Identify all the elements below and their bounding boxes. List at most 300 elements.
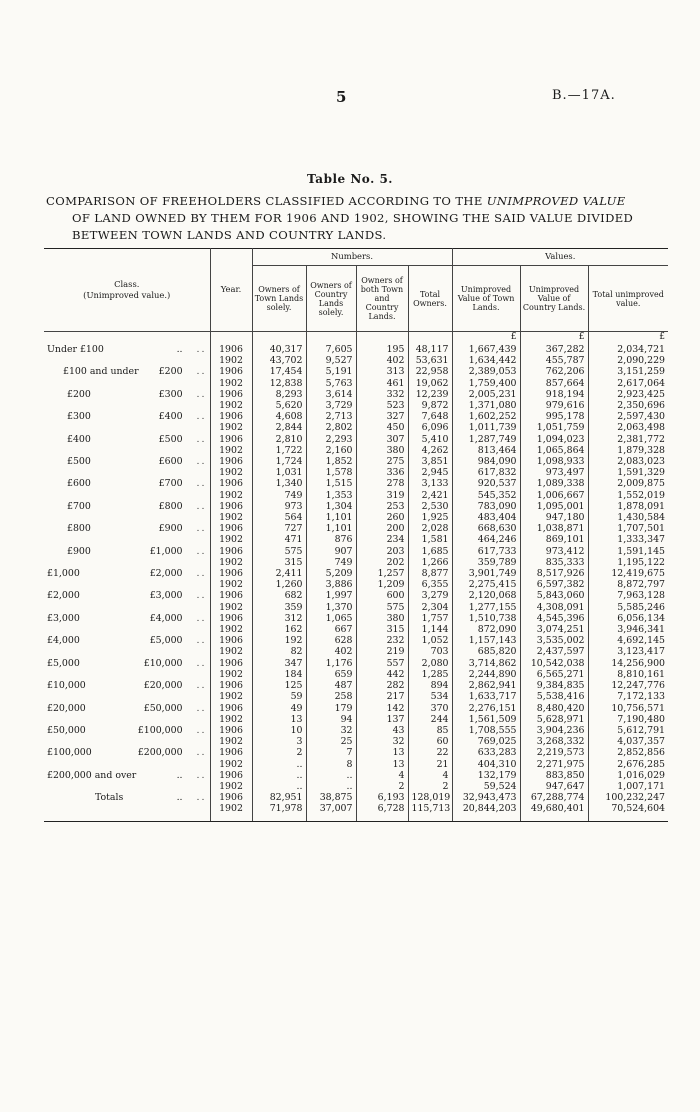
unimproved-town-cell: 32,943,473 xyxy=(452,792,520,803)
class-label: £800 xyxy=(67,523,91,535)
year-cell: 1902 xyxy=(210,691,252,702)
class-upper: £5,000 xyxy=(149,635,183,647)
total-owners-cell: 9,872 xyxy=(408,400,452,411)
unimproved-town-cell: 2,275,415 xyxy=(452,579,520,590)
owners-town-cell: 82,951 xyxy=(252,792,306,803)
header-values-group: Values. xyxy=(452,249,668,266)
year-cell: 1902 xyxy=(210,669,252,680)
year-cell: 1902 xyxy=(210,736,252,747)
total-unimproved-cell: 1,879,328 xyxy=(588,445,668,456)
total-owners-cell: 1,581 xyxy=(408,534,452,545)
unimproved-country-cell: 2,219,573 xyxy=(520,747,588,758)
class-cell: £300 £400 .. xyxy=(44,411,210,422)
class-upper: £4,000 xyxy=(149,612,183,624)
total-unimproved-cell: 1,195,122 xyxy=(588,557,668,568)
total-owners-cell: 7,648 xyxy=(408,411,452,422)
year-cell: 1906 xyxy=(210,523,252,534)
owners-town-cell: 359 xyxy=(252,602,306,613)
year-cell: 1906 xyxy=(210,389,252,400)
class-cell xyxy=(44,579,210,590)
owners-country-cell: 2,293 xyxy=(306,434,356,445)
unimproved-town-cell: 1,633,717 xyxy=(452,691,520,702)
owners-country-cell: 2,802 xyxy=(306,422,356,433)
owners-country-cell: 1,997 xyxy=(306,590,356,601)
owners-both-cell: 450 xyxy=(356,422,408,433)
class-upper: .. xyxy=(176,344,183,355)
total-unimproved-cell: 4,037,357 xyxy=(588,736,668,747)
table-row xyxy=(44,467,668,478)
total-unimproved-cell: 2,063,498 xyxy=(588,422,668,433)
class-upper: £200 xyxy=(158,366,183,378)
owners-town-cell: 43,702 xyxy=(252,355,306,366)
total-owners-cell: 1,144 xyxy=(408,624,452,635)
total-owners-cell: 1,266 xyxy=(408,557,452,568)
year-cell: 1906 xyxy=(210,344,252,355)
total-owners-cell: 1,925 xyxy=(408,512,452,523)
table-row xyxy=(44,400,668,411)
total-owners-cell: 1,052 xyxy=(408,635,452,646)
year-cell: 1902 xyxy=(210,759,252,770)
unimproved-town-cell: 1,287,749 xyxy=(452,434,520,445)
owners-both-cell: 137 xyxy=(356,714,408,725)
owners-country-cell: 38,875 xyxy=(306,792,356,803)
table-row xyxy=(44,344,668,355)
unimproved-country-cell: 4,545,396 xyxy=(520,613,588,624)
total-unimproved-cell: 8,810,161 xyxy=(588,669,668,680)
total-owners-cell: 2,080 xyxy=(408,658,452,669)
class-upper: £500 xyxy=(158,433,183,445)
class-label: £900 xyxy=(67,545,91,557)
class-cell xyxy=(44,759,210,770)
unimproved-country-cell: 1,098,933 xyxy=(520,456,588,467)
owners-country-cell: 3,886 xyxy=(306,579,356,590)
table-row xyxy=(44,680,668,691)
year-cell: 1902 xyxy=(210,646,252,657)
owners-both-cell: 253 xyxy=(356,501,408,512)
class-upper: £600 xyxy=(158,456,183,468)
class-cell: £200 £300 .. xyxy=(44,389,210,400)
table-row xyxy=(44,501,668,512)
table-row xyxy=(44,602,668,613)
owners-both-cell: 275 xyxy=(356,456,408,467)
owners-country-cell: 1,578 xyxy=(306,467,356,478)
class-label: £4,000 xyxy=(47,635,80,647)
unimproved-country-cell: 2,437,597 xyxy=(520,646,588,657)
table-row xyxy=(44,411,668,422)
year-cell: 1906 xyxy=(210,703,252,714)
class-cell: £900 £1,000 .. xyxy=(44,546,210,557)
owners-country-cell: 1,852 xyxy=(306,456,356,467)
table-row xyxy=(44,490,668,501)
owners-town-cell: 71,978 xyxy=(252,803,306,814)
total-unimproved-cell: 5,585,246 xyxy=(588,602,668,613)
owners-country-cell: 5,191 xyxy=(306,366,356,377)
owners-both-cell: 142 xyxy=(356,703,408,714)
owners-town-cell: 125 xyxy=(252,680,306,691)
total-unimproved-cell: 5,612,791 xyxy=(588,725,668,736)
owners-both-cell: 4 xyxy=(356,770,408,781)
class-cell: £200,000 and over .. .. xyxy=(47,769,207,781)
year-cell: 1902 xyxy=(210,781,252,792)
owners-country-cell: 1,515 xyxy=(306,478,356,489)
year-cell: 1906 xyxy=(210,747,252,758)
total-owners-cell: 5,410 xyxy=(408,434,452,445)
owners-both-cell: 336 xyxy=(356,467,408,478)
owners-both-cell: 380 xyxy=(356,613,408,624)
unimproved-town-cell: 3,901,749 xyxy=(452,568,520,579)
total-owners-cell: 1,757 xyxy=(408,613,452,624)
total-owners-cell: 3,279 xyxy=(408,590,452,601)
total-owners-cell: 3,133 xyxy=(408,478,452,489)
unimproved-country-cell: 367,282 xyxy=(520,344,588,355)
unimproved-country-cell: 455,787 xyxy=(520,355,588,366)
owners-town-cell: 49 xyxy=(252,703,306,714)
unimproved-country-cell: 1,089,338 xyxy=(520,478,588,489)
year-cell: 1902 xyxy=(210,378,252,389)
class-cell xyxy=(44,714,210,725)
table-row xyxy=(44,355,668,366)
total-unimproved-cell: 2,381,772 xyxy=(588,434,668,445)
owners-town-cell: 2 xyxy=(252,747,306,758)
year-cell: 1902 xyxy=(210,714,252,725)
class-upper: £2,000 xyxy=(149,568,183,580)
year-cell: 1906 xyxy=(210,366,252,377)
unimproved-country-cell: 947,647 xyxy=(520,781,588,792)
header-total-unimproved: Total unimproved value. xyxy=(588,266,668,332)
table-row xyxy=(44,714,668,725)
class-cell xyxy=(44,669,210,680)
owners-country-cell: .. xyxy=(306,770,356,781)
unimproved-town-cell: 1,561,509 xyxy=(452,714,520,725)
owners-country-cell: 628 xyxy=(306,635,356,646)
owners-both-cell: 232 xyxy=(356,635,408,646)
class-cell xyxy=(44,490,210,501)
table-row xyxy=(44,725,668,736)
class-cell: £700 £800 .. xyxy=(44,501,210,512)
owners-both-cell: 43 xyxy=(356,725,408,736)
owners-town-cell: 347 xyxy=(252,658,306,669)
table-row xyxy=(44,534,668,545)
unimproved-country-cell: 1,094,023 xyxy=(520,434,588,445)
unimproved-country-cell: 6,597,382 xyxy=(520,579,588,590)
unimproved-town-cell: 2,276,151 xyxy=(452,703,520,714)
unimproved-country-cell: 49,680,401 xyxy=(520,803,588,814)
unimproved-country-cell: 1,065,864 xyxy=(520,445,588,456)
total-owners-cell: 115,713 xyxy=(408,803,452,814)
total-unimproved-cell: 2,597,430 xyxy=(588,411,668,422)
unimproved-town-cell: 1,510,738 xyxy=(452,613,520,624)
owners-both-cell: 315 xyxy=(356,624,408,635)
total-owners-cell: 1,285 xyxy=(408,669,452,680)
total-unimproved-cell: 2,923,425 xyxy=(588,389,668,400)
unimproved-country-cell: 3,268,332 xyxy=(520,736,588,747)
owners-country-cell: 258 xyxy=(306,691,356,702)
table-row xyxy=(44,523,668,534)
total-owners-cell: 85 xyxy=(408,725,452,736)
unimproved-town-cell: 872,090 xyxy=(452,624,520,635)
year-cell: 1906 xyxy=(210,411,252,422)
class-label: £400 xyxy=(67,433,91,445)
owners-town-cell: 12,838 xyxy=(252,378,306,389)
owners-country-cell: 659 xyxy=(306,669,356,680)
class-label: £700 xyxy=(67,500,91,512)
owners-town-cell: 1,340 xyxy=(252,478,306,489)
owners-both-cell: 217 xyxy=(356,691,408,702)
table-row xyxy=(44,557,668,568)
owners-both-cell: 557 xyxy=(356,658,408,669)
owners-town-cell: 192 xyxy=(252,635,306,646)
unimproved-country-cell: 918,194 xyxy=(520,389,588,400)
unimproved-country-cell: 67,288,774 xyxy=(520,792,588,803)
unimproved-country-cell: 1,006,667 xyxy=(520,490,588,501)
class-label: Totals xyxy=(95,792,124,804)
unimproved-country-cell: 1,038,871 xyxy=(520,523,588,534)
class-upper: £900 xyxy=(158,523,183,535)
total-unimproved-cell: 8,872,797 xyxy=(588,579,668,590)
year-cell: 1902 xyxy=(210,400,252,411)
unimproved-town-cell: 2,244,890 xyxy=(452,669,520,680)
owners-town-cell: 13 xyxy=(252,714,306,725)
owners-both-cell: 195 xyxy=(356,344,408,355)
owners-both-cell: 13 xyxy=(356,747,408,758)
owners-town-cell: 564 xyxy=(252,512,306,523)
class-upper: £200,000 xyxy=(137,747,183,759)
class-cell: £3,000 £4,000 .. xyxy=(47,612,207,624)
owners-town-cell: 575 xyxy=(252,546,306,557)
class-upper: £800 xyxy=(158,500,183,512)
class-cell: £500 £600 .. xyxy=(44,456,210,467)
owners-both-cell: 6,728 xyxy=(356,803,408,814)
owners-both-cell: 575 xyxy=(356,602,408,613)
owners-country-cell: 32 xyxy=(306,725,356,736)
class-cell xyxy=(44,736,210,747)
total-owners-cell: 3,851 xyxy=(408,456,452,467)
total-owners-cell: 22,958 xyxy=(408,366,452,377)
class-cell xyxy=(44,378,210,389)
class-cell: £5,000 £10,000 .. xyxy=(47,657,207,669)
unimproved-country-cell: 3,904,236 xyxy=(520,725,588,736)
owners-country-cell: 907 xyxy=(306,546,356,557)
total-owners-cell: 2,530 xyxy=(408,501,452,512)
total-owners-cell: 12,239 xyxy=(408,389,452,400)
owners-town-cell: .. xyxy=(252,770,306,781)
class-cell xyxy=(44,557,210,568)
total-owners-cell: 21 xyxy=(408,759,452,770)
table-row xyxy=(44,568,668,579)
year-cell: 1902 xyxy=(210,624,252,635)
owners-town-cell: 749 xyxy=(252,490,306,501)
unimproved-town-cell: 685,820 xyxy=(452,646,520,657)
year-cell: 1902 xyxy=(210,579,252,590)
owners-town-cell: 3 xyxy=(252,736,306,747)
owners-both-cell: 234 xyxy=(356,534,408,545)
unimproved-country-cell: 762,206 xyxy=(520,366,588,377)
total-unimproved-cell: 1,591,145 xyxy=(588,546,668,557)
total-owners-cell: 128,019 xyxy=(408,792,452,803)
table-row xyxy=(44,691,668,702)
currency-row xyxy=(44,332,668,345)
unimproved-country-cell: 6,565,271 xyxy=(520,669,588,680)
table-bottom-rule xyxy=(44,815,668,822)
class-label: £600 xyxy=(67,478,91,490)
owners-country-cell: 1,304 xyxy=(306,501,356,512)
owners-country-cell: 1,101 xyxy=(306,512,356,523)
table-heading xyxy=(46,193,674,244)
class-cell xyxy=(44,646,210,657)
unimproved-town-cell: 1,708,555 xyxy=(452,725,520,736)
unimproved-country-cell: 1,095,001 xyxy=(520,501,588,512)
class-cell: £1,000 £2,000 .. xyxy=(47,568,207,580)
year-cell: 1902 xyxy=(210,355,252,366)
class-label: £100,000 xyxy=(47,747,92,759)
unimproved-country-cell: 835,333 xyxy=(520,557,588,568)
total-unimproved-cell: 1,016,029 xyxy=(588,770,668,781)
owners-both-cell: 380 xyxy=(356,445,408,456)
total-owners-cell: 6,355 xyxy=(408,579,452,590)
class-cell: £800 £900 .. xyxy=(44,523,210,534)
owners-town-cell: 973 xyxy=(252,501,306,512)
owners-both-cell: 319 xyxy=(356,490,408,501)
owners-country-cell: 3,729 xyxy=(306,400,356,411)
unimproved-country-cell: 8,480,420 xyxy=(520,703,588,714)
header-year: Year. xyxy=(210,249,252,332)
owners-country-cell: 667 xyxy=(306,624,356,635)
class-cell: £2,000 £3,000 .. xyxy=(47,590,207,602)
owners-country-cell: 37,007 xyxy=(306,803,356,814)
owners-town-cell: 17,454 xyxy=(252,366,306,377)
total-unimproved-cell: 7,190,480 xyxy=(588,714,668,725)
owners-country-cell: 1,176 xyxy=(306,658,356,669)
unimproved-country-cell: 883,850 xyxy=(520,770,588,781)
unimproved-country-cell: 3,535,002 xyxy=(520,635,588,646)
year-cell: 1902 xyxy=(210,467,252,478)
table-body xyxy=(44,332,668,822)
total-owners-cell: 4 xyxy=(408,770,452,781)
table-title: Table No. 5. xyxy=(307,172,393,186)
class-label: £1,000 xyxy=(47,568,80,580)
table-row xyxy=(44,669,668,680)
class-cell xyxy=(44,467,210,478)
owners-town-cell: 2,844 xyxy=(252,422,306,433)
class-upper: £300 xyxy=(158,388,183,400)
year-cell: 1906 xyxy=(210,680,252,691)
year-cell: 1902 xyxy=(210,557,252,568)
class-label: £20,000 xyxy=(47,702,86,714)
pound-sign: £ xyxy=(452,332,520,345)
owners-country-cell: 487 xyxy=(306,680,356,691)
total-unimproved-cell: 1,707,501 xyxy=(588,523,668,534)
unimproved-town-cell: 1,759,400 xyxy=(452,378,520,389)
owners-town-cell: 312 xyxy=(252,613,306,624)
class-upper: .. xyxy=(176,792,183,804)
pound-sign: £ xyxy=(588,332,668,345)
owners-town-cell: 471 xyxy=(252,534,306,545)
table-row xyxy=(44,747,668,758)
total-unimproved-cell: 1,007,171 xyxy=(588,781,668,792)
unimproved-town-cell: 920,537 xyxy=(452,478,520,489)
unimproved-town-cell: 769,025 xyxy=(452,736,520,747)
year-cell: 1902 xyxy=(210,490,252,501)
owners-both-cell: 200 xyxy=(356,523,408,534)
unimproved-country-cell: 4,308,091 xyxy=(520,602,588,613)
unimproved-country-cell: 947,180 xyxy=(520,512,588,523)
unimproved-town-cell: 668,630 xyxy=(452,523,520,534)
class-cell xyxy=(44,781,210,792)
header-unimproved-country: Unimproved Value of Country Lands. xyxy=(520,266,588,332)
owners-town-cell: 1,724 xyxy=(252,456,306,467)
owners-country-cell: 2,713 xyxy=(306,411,356,422)
table-row xyxy=(44,781,668,792)
unimproved-country-cell: 5,538,416 xyxy=(520,691,588,702)
owners-town-cell: 40,317 xyxy=(252,344,306,355)
total-owners-cell: 894 xyxy=(408,680,452,691)
class-cell xyxy=(44,803,210,814)
owners-country-cell: 7 xyxy=(306,747,356,758)
year-cell: 1902 xyxy=(210,422,252,433)
owners-town-cell: 682 xyxy=(252,590,306,601)
class-cell xyxy=(44,691,210,702)
unimproved-town-cell: 464,246 xyxy=(452,534,520,545)
class-upper: £700 xyxy=(158,478,183,490)
total-unimproved-cell: 2,852,856 xyxy=(588,747,668,758)
table-row xyxy=(44,378,668,389)
table-row xyxy=(44,366,668,377)
total-unimproved-cell: 10,756,571 xyxy=(588,703,668,714)
total-unimproved-cell: 100,232,247 xyxy=(588,792,668,803)
year-cell: 1902 xyxy=(210,803,252,814)
owners-both-cell: 2 xyxy=(356,781,408,792)
unimproved-country-cell: 979,616 xyxy=(520,400,588,411)
owners-both-cell: 282 xyxy=(356,680,408,691)
table-row xyxy=(44,703,668,714)
class-label: £50,000 xyxy=(47,724,86,736)
owners-town-cell: .. xyxy=(252,759,306,770)
owners-country-cell: 5,209 xyxy=(306,568,356,579)
total-unimproved-cell: 3,151,259 xyxy=(588,366,668,377)
total-owners-cell: 2,945 xyxy=(408,467,452,478)
total-owners-cell: 22 xyxy=(408,747,452,758)
owners-both-cell: 278 xyxy=(356,478,408,489)
unimproved-town-cell: 783,090 xyxy=(452,501,520,512)
unimproved-country-cell: 857,664 xyxy=(520,378,588,389)
owners-town-cell: 82 xyxy=(252,646,306,657)
total-unimproved-cell: 2,090,229 xyxy=(588,355,668,366)
owners-both-cell: 402 xyxy=(356,355,408,366)
owners-both-cell: 13 xyxy=(356,759,408,770)
unimproved-town-cell: 1,277,155 xyxy=(452,602,520,613)
table-row xyxy=(44,792,668,803)
owners-country-cell: 749 xyxy=(306,557,356,568)
document-reference: B.—17A. xyxy=(552,88,616,103)
unimproved-town-cell: 3,714,862 xyxy=(452,658,520,669)
class-cell xyxy=(44,624,210,635)
unimproved-country-cell: 995,178 xyxy=(520,411,588,422)
total-unimproved-cell: 3,946,341 xyxy=(588,624,668,635)
owners-both-cell: 1,257 xyxy=(356,568,408,579)
unimproved-country-cell: 5,843,060 xyxy=(520,590,588,601)
unimproved-town-cell: 1,157,143 xyxy=(452,635,520,646)
unimproved-town-cell: 1,602,252 xyxy=(452,411,520,422)
owners-both-cell: 219 xyxy=(356,646,408,657)
total-unimproved-cell: 4,692,145 xyxy=(588,635,668,646)
owners-town-cell: .. xyxy=(252,781,306,792)
total-owners-cell: 19,062 xyxy=(408,378,452,389)
class-cell: £10,000 £20,000 .. xyxy=(47,680,207,692)
header-owners-both: Owners of both Town and Country Lands. xyxy=(356,266,408,332)
table-row xyxy=(44,635,668,646)
total-owners-cell: 53,631 xyxy=(408,355,452,366)
table-row xyxy=(44,770,668,781)
